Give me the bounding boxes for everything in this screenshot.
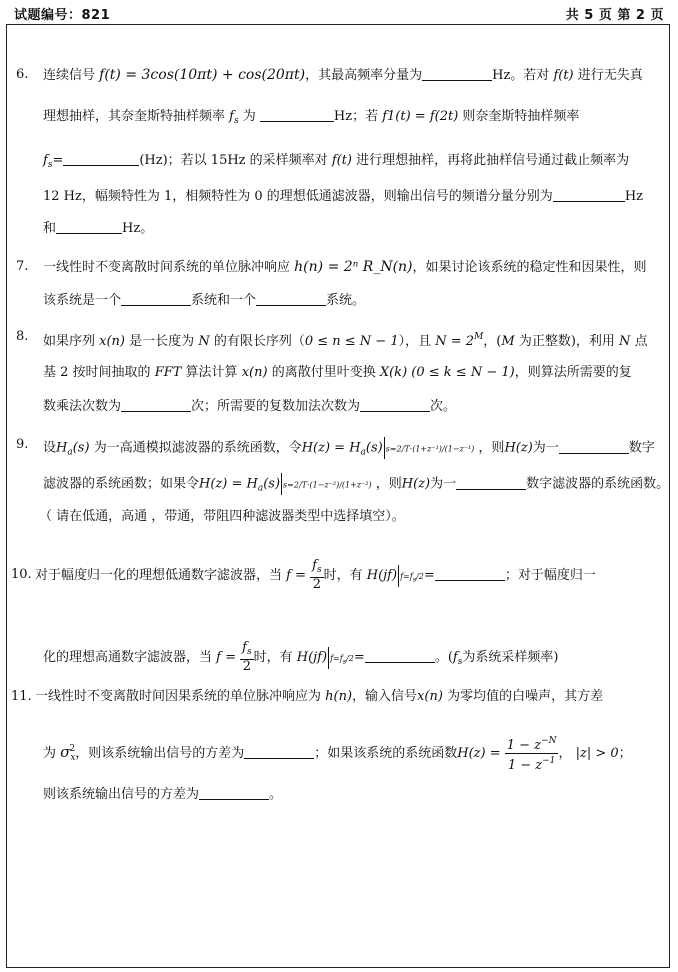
frac-den: 2 xyxy=(312,577,321,592)
substitution: s=2/T·(1+z⁻¹)/(1−z⁻¹) xyxy=(385,444,475,454)
answer-blank[interactable] xyxy=(121,399,191,412)
text: 时，有 xyxy=(253,650,293,665)
text: 为 xyxy=(43,746,57,761)
frac-den: 2 xyxy=(242,659,251,674)
text: ，则该系统输出信号的方差为 xyxy=(75,746,245,761)
q6-line-1 xyxy=(43,67,643,84)
text: 一线性时不变离散时间系统的单位脉冲响应 xyxy=(43,260,291,275)
question-number: 8. xyxy=(16,329,29,344)
text: ，则 xyxy=(375,476,402,492)
q6-line-5 xyxy=(43,221,153,237)
formula: H(z) = xyxy=(457,746,501,761)
text: 为一 xyxy=(532,440,559,456)
q8-line-2 xyxy=(43,365,632,381)
text: Hz xyxy=(624,189,643,204)
text: 为 xyxy=(242,109,256,124)
text: ，( xyxy=(483,334,502,349)
q9-line-3 xyxy=(39,509,405,525)
formula: H(jf) xyxy=(296,650,328,665)
formula: (0 ≤ k ≤ N − 1) xyxy=(411,365,515,380)
q8-line-3 xyxy=(43,399,456,415)
formula: (s) xyxy=(263,476,281,492)
question-frame xyxy=(6,24,670,968)
formula: f xyxy=(452,650,458,665)
text: ，则 xyxy=(478,440,505,456)
text: 和 xyxy=(43,221,57,236)
q7-line-2 xyxy=(43,293,365,309)
text: ；如果该系统的系统函数 xyxy=(314,746,458,761)
evaluation-bar xyxy=(328,647,329,669)
text: 进行无失真 xyxy=(577,68,643,83)
question-number: 9. xyxy=(16,437,29,452)
evaluation-bar xyxy=(281,473,282,495)
frac-num-sup: −N xyxy=(541,736,557,746)
evaluation-bar xyxy=(398,565,399,587)
text: ， xyxy=(558,746,572,761)
answer-blank[interactable] xyxy=(360,399,430,412)
answer-blank[interactable] xyxy=(553,189,625,202)
q10-line-1: 对于幅度归一化的理想低通数字滤波器，当 f = $\frac{f_s}{2}$ 时，有 H(jf) $f=f_s/2=$ ；对于幅度归一 xyxy=(35,558,596,592)
text: 则该系统输出信号的方差为 xyxy=(43,787,200,802)
formula: N xyxy=(619,334,631,349)
text: 系统。 xyxy=(326,293,366,308)
text: ；对于幅度归一 xyxy=(504,568,596,583)
text: ，输入信号 xyxy=(352,689,418,704)
answer-blank[interactable] xyxy=(244,746,314,759)
text: 化的理想高通数字滤波器，当 xyxy=(43,650,213,665)
text: 。( xyxy=(434,650,453,665)
answer-blank[interactable] xyxy=(456,477,526,490)
formula: f xyxy=(229,109,234,124)
answer-blank[interactable] xyxy=(435,568,505,581)
text: Hz。 xyxy=(122,221,154,236)
fraction: $\frac{f_s}{2}$ xyxy=(242,640,252,674)
text: 为零均值的白噪声，其方差 xyxy=(447,689,604,704)
formula: 0 ≤ n ≤ N − 1 xyxy=(304,334,399,349)
formula: f1(t) = f(2t) xyxy=(382,109,459,124)
q6-line-2: 理想抽样，其奈奎斯特抽样频率 $f_s$ 为 Hz；若 f1(t) = f(2t) 则奈奎斯特抽样频率 xyxy=(43,109,580,126)
question-number: 6. xyxy=(16,67,29,82)
formula: H xyxy=(56,440,68,456)
frac-num: f xyxy=(312,558,317,573)
text: 数乘法次数为 xyxy=(43,399,122,414)
text: 为系统采样频率) xyxy=(462,650,559,665)
text: ，如果讨论该系统的稳定性和因果性，则 xyxy=(412,260,647,275)
text: 时，有 xyxy=(323,568,363,583)
answer-blank[interactable] xyxy=(199,787,269,800)
formula: f(t) xyxy=(331,153,352,168)
q6-line-3: $f_s= (Hz)$；若以 15Hz 的采样频率对 f(t) 进行理想抽样，再将此抽样信号通过截止频率为 xyxy=(43,153,630,170)
text: 连续信号 xyxy=(43,68,96,83)
frac-num: 1 − z xyxy=(506,738,542,753)
text: 系统和一个 xyxy=(191,293,257,308)
answer-blank[interactable] xyxy=(260,109,334,122)
text: 12 Hz，幅频特性为 1，相频特性为 0 的理想低通滤波器，则输出信号的频谱分量分别为 xyxy=(43,189,553,204)
text: 数字 xyxy=(628,440,655,456)
page-indicator: 共 5 页 第 2 页 xyxy=(565,8,664,23)
question-number: 11. xyxy=(11,689,32,704)
exam-code: 试题编号：821 xyxy=(14,8,111,23)
frac-den: 1 − z xyxy=(507,758,543,773)
answer-blank[interactable] xyxy=(365,650,435,663)
text: 滤波器的系统函数；如果令 xyxy=(43,476,200,492)
text: = xyxy=(423,568,435,583)
question-number: 10. xyxy=(11,567,32,582)
text: (Hz)；若以 15Hz 的采样频率对 xyxy=(139,153,328,168)
answer-blank[interactable] xyxy=(63,153,139,166)
answer-blank[interactable] xyxy=(256,293,326,306)
text: 次；所需要的复数加法次数为 xyxy=(191,399,361,414)
formula: σ xyxy=(60,743,71,761)
q6-line-4 xyxy=(43,189,643,205)
q9-line-2: 滤波器的系统函数；如果令$H(z) = H_a(s)$ s=2/T·(1−z⁻²)/(1+z⁻²) ，则H(z)为一 数字滤波器的系统函数。 xyxy=(43,473,669,497)
formula: h(n) = 2ⁿ R_N(n) xyxy=(294,259,413,275)
frac-num: f xyxy=(242,640,247,655)
formula: f(t) = 3cos(10πt) + cos(20πt) xyxy=(99,67,306,83)
text: 为一 xyxy=(430,476,457,492)
formula: H(z) = H xyxy=(301,440,361,456)
text: 则奈奎斯特抽样频率 xyxy=(462,109,580,124)
text: 对于幅度归一化的理想低通数字滤波器，当 xyxy=(35,568,283,583)
q8-line-1 xyxy=(43,329,648,350)
text: 理想抽样，其奈奎斯特抽样频率 xyxy=(43,109,226,124)
text: 进行理想抽样，再将此抽样信号通过截止频率为 xyxy=(356,153,630,168)
formula: |z| > 0 xyxy=(575,746,619,761)
formula: x(n) xyxy=(417,689,443,704)
formula: x(n) xyxy=(99,334,126,349)
formula: f(t) xyxy=(553,68,574,83)
answer-blank[interactable] xyxy=(559,441,629,454)
formula: M xyxy=(474,332,484,342)
text: 为一高通模拟滤波器的系统函数，令 xyxy=(93,440,302,456)
formula: f = xyxy=(216,650,236,665)
q9-line-1: 设$H_a(s)$ 为一高通模拟滤波器的系统函数，令$H(z) = H_a(s)$ s=2/T·(1+z⁻¹)/(1−z⁻¹) ，则H(z)为一 数字 xyxy=(43,437,655,461)
formula: H(z) = H xyxy=(199,476,258,492)
text: 算法计算 xyxy=(185,365,238,380)
answer-blank[interactable] xyxy=(422,68,492,81)
formula: H(jf) xyxy=(366,568,398,583)
formula: H(z) xyxy=(504,440,533,456)
text: Hz。若对 xyxy=(492,68,550,83)
text: 设 xyxy=(43,440,57,456)
text: ； xyxy=(618,746,632,761)
formula: f xyxy=(43,153,48,168)
question-number: 7. xyxy=(16,259,29,274)
text: 的离散付里叶变换 xyxy=(271,365,376,380)
text: 基 2 按时间抽取的 xyxy=(43,365,151,380)
text: 的有限长序列（ xyxy=(213,334,305,349)
formula: FFT xyxy=(154,365,182,380)
text: ，其最高频率分量为 xyxy=(305,68,423,83)
formula: N = 2 xyxy=(435,334,475,349)
formula: (s) xyxy=(72,440,90,456)
q11-line-3 xyxy=(43,787,282,803)
text: 该系统是一个 xyxy=(43,293,122,308)
text: ），且 xyxy=(398,334,432,349)
text: 为正整数)，利用 xyxy=(518,334,615,349)
formula: X(k) xyxy=(379,365,408,380)
text: 如果序列 xyxy=(43,334,96,349)
answer-blank[interactable] xyxy=(56,221,122,234)
text: 。 xyxy=(269,787,283,802)
q11-line-1 xyxy=(35,689,603,705)
evaluation-bar xyxy=(384,437,385,459)
formula: h(n) xyxy=(325,689,353,704)
q11-line-2: 为 $\sigma_x^2$，则该系统输出信号的方差为 ；如果该系统的系统函数H(z) = $\frac{1 - z^{-N}}{1 - z^{-1}}$ ， |z| > 0； xyxy=(43,736,632,773)
text: 点 xyxy=(634,334,648,349)
formula: (s) xyxy=(365,440,383,456)
formula: a xyxy=(67,447,73,458)
answer-blank[interactable] xyxy=(121,293,191,306)
formula: f = xyxy=(286,568,306,583)
text: = xyxy=(52,153,64,168)
text: （ 请在低通，高通 ，带通，带阻四种滤波器类型中选择填空）。 xyxy=(39,509,405,524)
formula: H(z) xyxy=(401,476,431,492)
fraction: $\frac{f_s}{2}$ xyxy=(312,558,322,592)
formula: x(n) xyxy=(241,365,268,380)
formula: M xyxy=(501,334,515,349)
text: 是一长度为 xyxy=(129,334,195,349)
q10-line-2: 化的理想高通数字滤波器，当 f = $\frac{f_s}{2}$ 时，有 H(jf) $f=f_s/2=$ 。($f_s$为系统采样频率) xyxy=(43,640,559,674)
text: 数字滤波器的系统函数。 xyxy=(526,476,670,492)
substitution: s=2/T·(1−z⁻²)/(1+z⁻²) xyxy=(283,480,372,490)
text: 一线性时不变离散时间因果系统的单位脉冲响应为 xyxy=(35,689,322,704)
q7-line-1 xyxy=(43,259,647,276)
formula: N xyxy=(198,334,210,349)
frac-den-sup: −1 xyxy=(542,756,556,766)
text: ，则算法所需要的复 xyxy=(514,365,632,380)
text: Hz；若 xyxy=(333,109,379,124)
fraction xyxy=(505,734,559,773)
text: 次。 xyxy=(430,399,457,414)
